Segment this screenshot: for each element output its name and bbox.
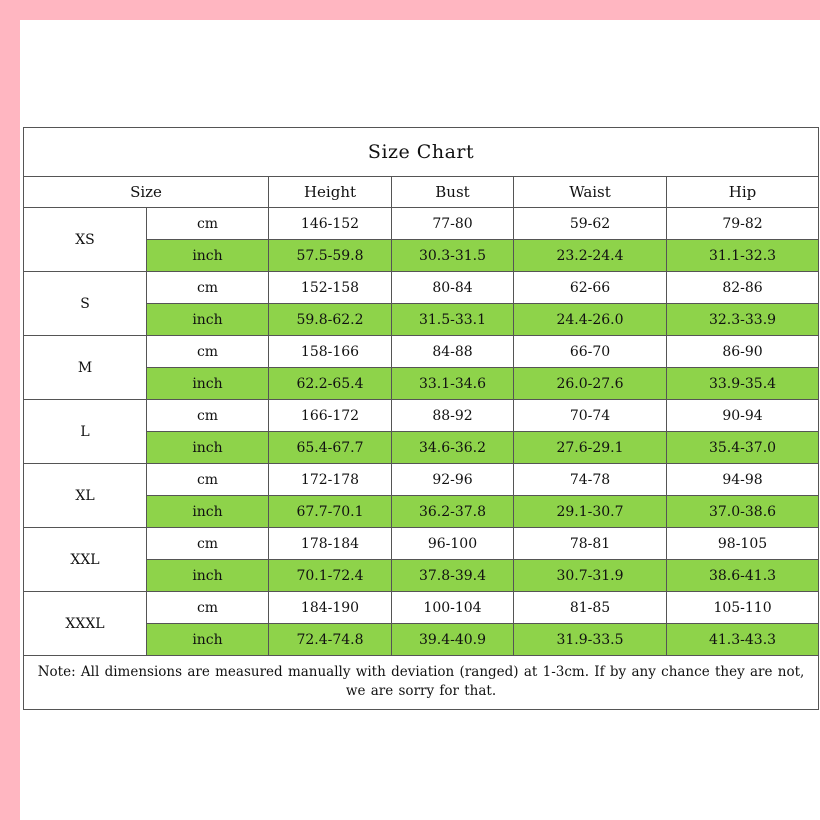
bust-cm: 77-80 bbox=[392, 208, 514, 240]
measurement-note: Note: All dimensions are measured manually with deviation (ranged) at 1-3cm. If by any chance they are not, we are sorry for that. bbox=[24, 656, 819, 710]
unit-inch: inch bbox=[147, 240, 269, 272]
height-cm: 172-178 bbox=[269, 464, 392, 496]
bust-cm: 80-84 bbox=[392, 272, 514, 304]
unit-cm: cm bbox=[147, 464, 269, 496]
bust-inch: 36.2-37.8 bbox=[392, 496, 514, 528]
waist-inch: 30.7-31.9 bbox=[514, 560, 667, 592]
header-height: Height bbox=[269, 177, 392, 208]
waist-cm: 59-62 bbox=[514, 208, 667, 240]
table-row bbox=[24, 272, 819, 304]
bust-cm: 84-88 bbox=[392, 336, 514, 368]
hip-cm: 98-105 bbox=[667, 528, 819, 560]
waist-cm: 81-85 bbox=[514, 592, 667, 624]
waist-cm: 66-70 bbox=[514, 336, 667, 368]
table-row bbox=[24, 336, 819, 368]
size-label: XXL bbox=[24, 528, 147, 592]
bust-cm: 96-100 bbox=[392, 528, 514, 560]
header-waist: Waist bbox=[514, 177, 667, 208]
waist-inch: 23.2-24.4 bbox=[514, 240, 667, 272]
height-inch: 57.5-59.8 bbox=[269, 240, 392, 272]
height-cm: 184-190 bbox=[269, 592, 392, 624]
table-row bbox=[24, 592, 819, 624]
unit-inch: inch bbox=[147, 432, 269, 464]
bust-inch: 39.4-40.9 bbox=[392, 624, 514, 656]
header-hip: Hip bbox=[667, 177, 819, 208]
size-label: XL bbox=[24, 464, 147, 528]
waist-inch: 27.6-29.1 bbox=[514, 432, 667, 464]
hip-cm: 105-110 bbox=[667, 592, 819, 624]
waist-inch: 31.9-33.5 bbox=[514, 624, 667, 656]
height-inch: 72.4-74.8 bbox=[269, 624, 392, 656]
unit-cm: cm bbox=[147, 336, 269, 368]
size-chart-table bbox=[23, 127, 819, 710]
height-inch: 62.2-65.4 bbox=[269, 368, 392, 400]
height-cm: 178-184 bbox=[269, 528, 392, 560]
waist-inch: 29.1-30.7 bbox=[514, 496, 667, 528]
waist-cm: 78-81 bbox=[514, 528, 667, 560]
unit-inch: inch bbox=[147, 560, 269, 592]
height-cm: 166-172 bbox=[269, 400, 392, 432]
hip-inch: 31.1-32.3 bbox=[667, 240, 819, 272]
waist-inch: 26.0-27.6 bbox=[514, 368, 667, 400]
hip-inch: 37.0-38.6 bbox=[667, 496, 819, 528]
unit-cm: cm bbox=[147, 272, 269, 304]
table-row bbox=[24, 528, 819, 560]
hip-cm: 86-90 bbox=[667, 336, 819, 368]
hip-cm: 82-86 bbox=[667, 272, 819, 304]
hip-cm: 94-98 bbox=[667, 464, 819, 496]
waist-cm: 62-66 bbox=[514, 272, 667, 304]
bust-cm: 92-96 bbox=[392, 464, 514, 496]
bust-inch: 30.3-31.5 bbox=[392, 240, 514, 272]
bust-cm: 88-92 bbox=[392, 400, 514, 432]
unit-cm: cm bbox=[147, 592, 269, 624]
chart-title: Size Chart bbox=[24, 128, 819, 177]
waist-cm: 74-78 bbox=[514, 464, 667, 496]
height-inch: 59.8-62.2 bbox=[269, 304, 392, 336]
unit-cm: cm bbox=[147, 528, 269, 560]
size-label: S bbox=[24, 272, 147, 336]
unit-inch: inch bbox=[147, 496, 269, 528]
size-rows bbox=[24, 208, 819, 656]
unit-cm: cm bbox=[147, 400, 269, 432]
bust-inch: 37.8-39.4 bbox=[392, 560, 514, 592]
size-label: XS bbox=[24, 208, 147, 272]
hip-inch: 41.3-43.3 bbox=[667, 624, 819, 656]
height-inch: 67.7-70.1 bbox=[269, 496, 392, 528]
hip-cm: 90-94 bbox=[667, 400, 819, 432]
unit-inch: inch bbox=[147, 304, 269, 336]
waist-cm: 70-74 bbox=[514, 400, 667, 432]
bust-cm: 100-104 bbox=[392, 592, 514, 624]
height-cm: 152-158 bbox=[269, 272, 392, 304]
hip-inch: 32.3-33.9 bbox=[667, 304, 819, 336]
bust-inch: 31.5-33.1 bbox=[392, 304, 514, 336]
unit-inch: inch bbox=[147, 368, 269, 400]
header-size: Size bbox=[24, 177, 269, 208]
bust-inch: 34.6-36.2 bbox=[392, 432, 514, 464]
table-row bbox=[24, 400, 819, 432]
hip-inch: 38.6-41.3 bbox=[667, 560, 819, 592]
table-row bbox=[24, 464, 819, 496]
table-row bbox=[24, 208, 819, 240]
height-inch: 70.1-72.4 bbox=[269, 560, 392, 592]
height-cm: 158-166 bbox=[269, 336, 392, 368]
size-label: M bbox=[24, 336, 147, 400]
unit-cm: cm bbox=[147, 208, 269, 240]
height-cm: 146-152 bbox=[269, 208, 392, 240]
unit-inch: inch bbox=[147, 624, 269, 656]
height-inch: 65.4-67.7 bbox=[269, 432, 392, 464]
hip-cm: 79-82 bbox=[667, 208, 819, 240]
hip-inch: 33.9-35.4 bbox=[667, 368, 819, 400]
waist-inch: 24.4-26.0 bbox=[514, 304, 667, 336]
size-label: L bbox=[24, 400, 147, 464]
hip-inch: 35.4-37.0 bbox=[667, 432, 819, 464]
size-chart-canvas bbox=[20, 20, 820, 820]
header-bust: Bust bbox=[392, 177, 514, 208]
size-label: XXXL bbox=[24, 592, 147, 656]
bust-inch: 33.1-34.6 bbox=[392, 368, 514, 400]
